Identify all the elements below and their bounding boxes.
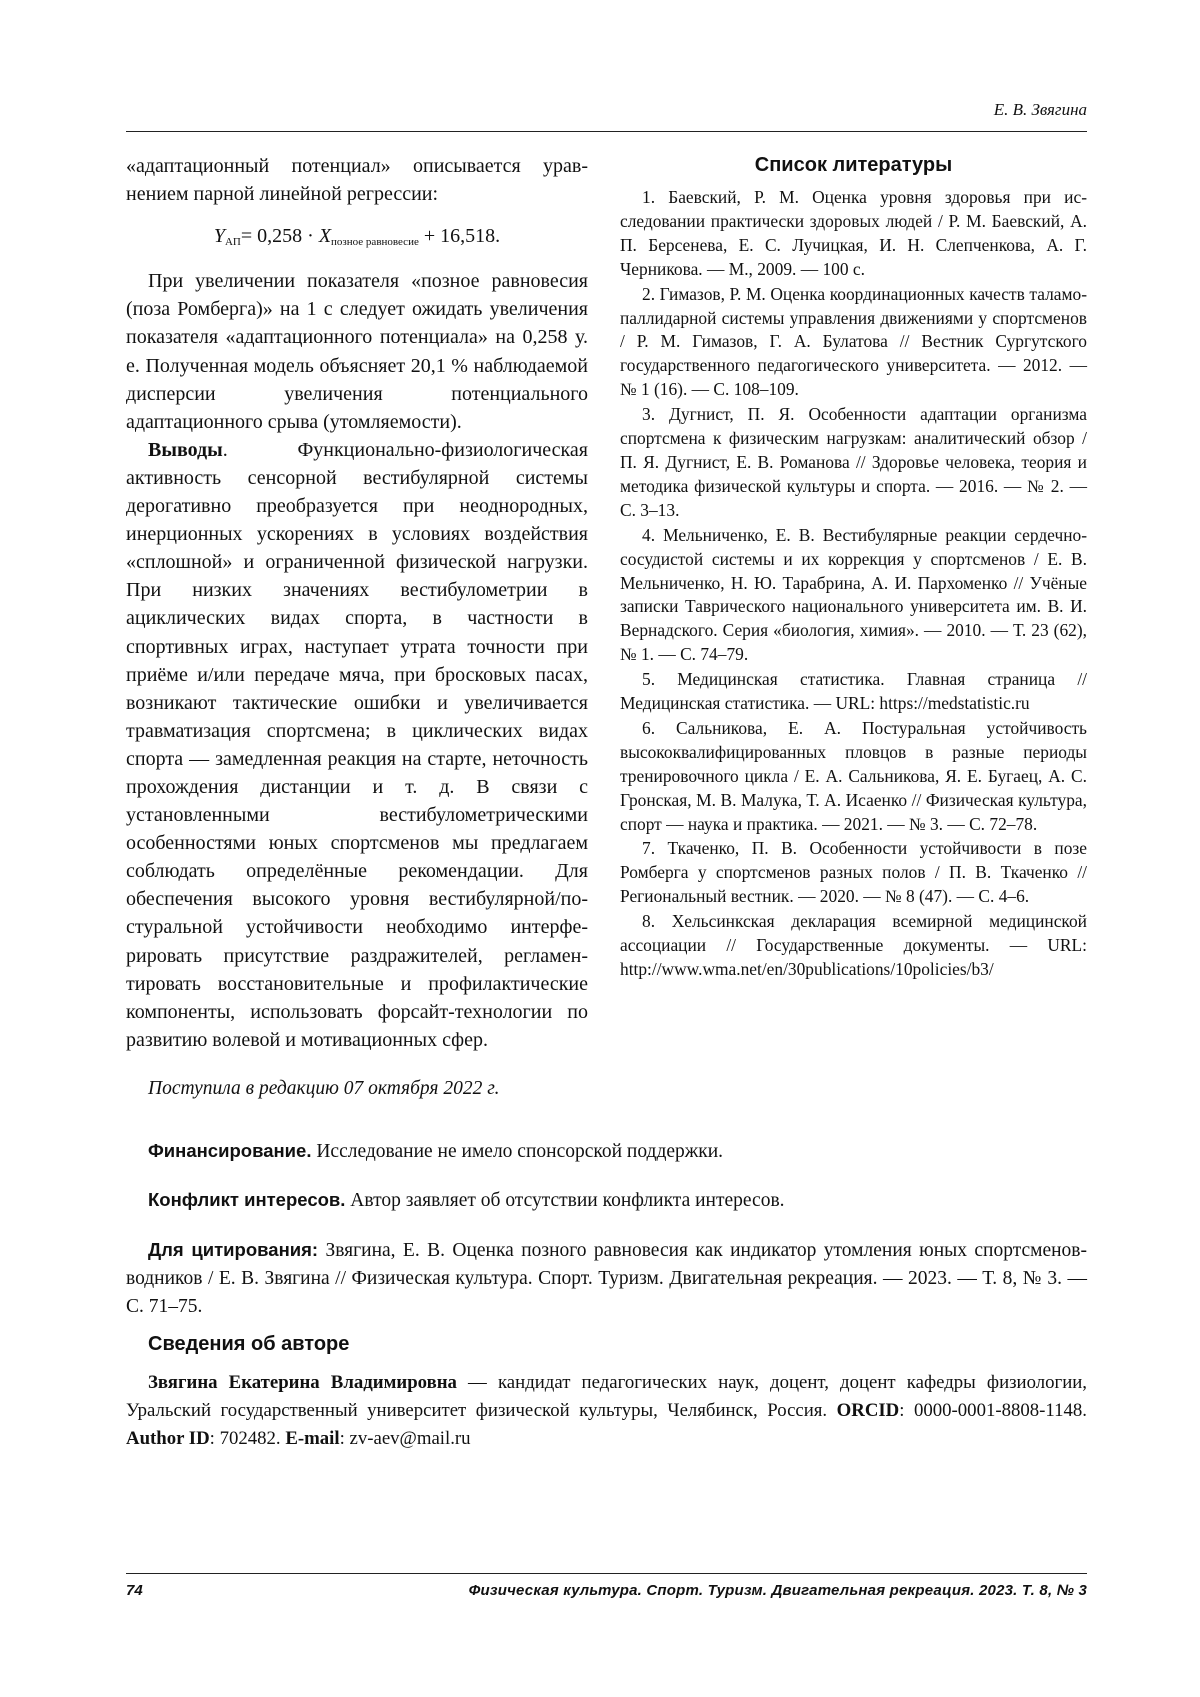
author-id-value: : 702482.	[209, 1427, 286, 1449]
conflict-label: Конфликт интересов.	[148, 1189, 346, 1210]
citation-statement	[126, 1236, 1087, 1321]
formula-coefficient: = 0,258 ·	[240, 225, 319, 248]
references-column	[620, 150, 1087, 983]
orcid-value: : 0000-0001-8808-1148.	[899, 1399, 1087, 1421]
email-value: : zv-aev@mail.ru	[339, 1427, 471, 1449]
formula-lhs-var: Y	[213, 225, 225, 248]
reference-item: 5. Медицинская статистика. Главная страница // Медицинская статистика. — URL: https://medstatistic.ru	[620, 669, 1087, 714]
left-column	[126, 152, 588, 1054]
formula-x-var: X	[318, 225, 332, 248]
formula-lhs-sub: АП	[224, 236, 241, 249]
funding-statement	[126, 1137, 1087, 1166]
page-number: 74	[126, 1582, 143, 1599]
orcid-label: ORCID	[836, 1399, 900, 1421]
email-label: E-mail	[285, 1427, 340, 1449]
author-info	[126, 1369, 1087, 1452]
reference-item: 7. Ткаченко, П. В. Особенности устойчивости в позе Ромберга у спортсменов разных полов / П. В. Ткаченко // Региональный вестник. — 2020. — № 8 (47). — С. 4–6.	[620, 838, 1087, 907]
citation-text: Звягина, Е. В. Оценка позного равновесия как индикатор утомления юных спортсменов-водников / Е. В. Звягина // Физическая культура. Спорт. Туризм. Двигательная рекреация. — 2023. — Т. 8, № 3. — С. 71–75.	[126, 1240, 1087, 1317]
formula-intercept: + 16,518.	[418, 225, 501, 248]
reference-item: 1. Баевский, Р. М. Оценка уровня здоровья при исследовании практически здоровых людей / Р. М. Баевский, А. П. Берсенева, Е. С. Лучицкая, И. Н. Слепченкова, А. Г. Черникова. — М., 2009. — 100 с.	[620, 187, 1087, 279]
author-description: — кандидат педагогических наук, доцент, доцент кафедры физиологии, Уральский государственный университет физической культуры, Челябинск, Россия.	[126, 1372, 1087, 1421]
paragraph-interpretation: При увеличении показателя «позное равновесия (поза Ромберга)» на 1 с следует ожидать увеличения показателя «адаптационного потенциала» на 0,258 у. е. Полученная модель объясняет 20,1 % наблюдаемой дисперсии увеличения потенциального адаптационного срыва (утомляемости).	[126, 270, 588, 433]
reference-item: 8. Хельсинкская декларация всемирной медицинской ассоциации // Государственные документы. — URL: http://www.wma.net/en/30publications/10policies/b3/	[620, 911, 1087, 979]
reference-item: 2. Гимазов, Р. М. Оценка координационных качеств таламо-паллидарной системы управления движениями у спортсменов / Р. М. Гимазов, Г. А. Булатова // Вестник Сургутского государственного педагогического университета. — 2012. — № 1 (16). — С. 108–109.	[620, 283, 1087, 400]
conflict-statement	[126, 1186, 1087, 1215]
running-head-author: Е. В. Звягина	[993, 100, 1087, 119]
author-id-label: Author ID	[126, 1427, 210, 1449]
references-title: Список литературы	[754, 154, 953, 176]
journal-footer: Физическая культура. Спорт. Туризм. Двигательная рекреация. 2023. Т. 8, № 3	[468, 1582, 1087, 1599]
funding-text: Исследование не имело спонсорской поддержки.	[311, 1141, 724, 1162]
received-date: Поступила в редакцию 07 октября 2022 г.	[148, 1078, 500, 1099]
reference-item: 6. Сальникова, Е. А. Постуральная устойчивость высококвалифицированных пловцов в разные периоды тренировочного цикла / Е. А. Сальникова, Я. Е. Бугаец, А. С. Гронская, М. В. Малука, Т. А. Исаенко // Физическая культура, спорт — наука и практика. — 2021. — № 3. — С. 72–78.	[620, 717, 1087, 834]
regression-formula	[126, 222, 588, 256]
conclusions-text: . Функционально-физиологическая активность сенсорной вестибулярной системы дерогативно преобразуется при неоднородных, инерционных ускорениях в условиях воздействия «сплошной» и ограниченной физической нагрузки. При низких значениях вестибулометрии в ациклических видах спорта, в частности в спортивных играх, наступает утрата точности при приёме и/или передаче мяча, при бросковых пасах, возникают тактические ошибки и увеличивается травматизация спортсмена; в циклических видах спорта — замедленная реакция на старте, неточность прохождения дистанции и т. д. В связи с установленными вестибулометрическими особенностями юных спортсменов мы предлагаем соблюдать определённые рекомендации. Для обеспечения высокого уровня вестибулярной/постуральной устойчивости необходимо интерферировать присутствие раздражителей, регламентировать восстановительные и профилактические компоненты, использовать форсайт-технологии по развитию волевой и мотивационных сфер.	[126, 438, 588, 1051]
header-divider	[126, 131, 1087, 132]
reference-item: 3. Дугнист, П. Я. Особенности адаптации организма спортсмена к физическим нагрузкам: аналитический обзор / П. Я. Дугнист, Е. В. Романова // Здоровье человека, теория и методика физической культуры и спорта. — 2016. — № 2. — С. 3–13.	[620, 404, 1087, 520]
conclusions-label: Выводы	[148, 438, 223, 461]
author-name: Звягина Екатерина Владимировна	[148, 1372, 457, 1393]
reference-item: 4. Мельниченко, Е. В. Вестибулярные реакции сердечно-сосудистой системы и их коррекция у спортсменов / Е. В. Мельниченко, Н. Ю. Тарабрина, А. И. Пархоменко // Учёные записки Таврического национального университета им. В. И. Вернадского. Серия «биология, химия». — 2010. — Т. 23 (62), № 1. — С. 74–79.	[620, 524, 1087, 665]
funding-label: Финансирование.	[148, 1140, 312, 1161]
conflict-text: Автор заявляет об отсутствии конфликта интересов.	[345, 1190, 785, 1211]
paragraph-conclusions	[126, 436, 588, 1054]
citation-label: Для цитирования:	[148, 1239, 319, 1260]
footer-divider	[126, 1573, 1087, 1574]
author-section-title: Сведения об авторе	[148, 1333, 350, 1355]
formula-x-sub: позное равновесие	[331, 236, 419, 249]
paragraph-regression: «адаптационный потенциал» описывается уравнением парной линейной регрессии:	[126, 155, 588, 206]
